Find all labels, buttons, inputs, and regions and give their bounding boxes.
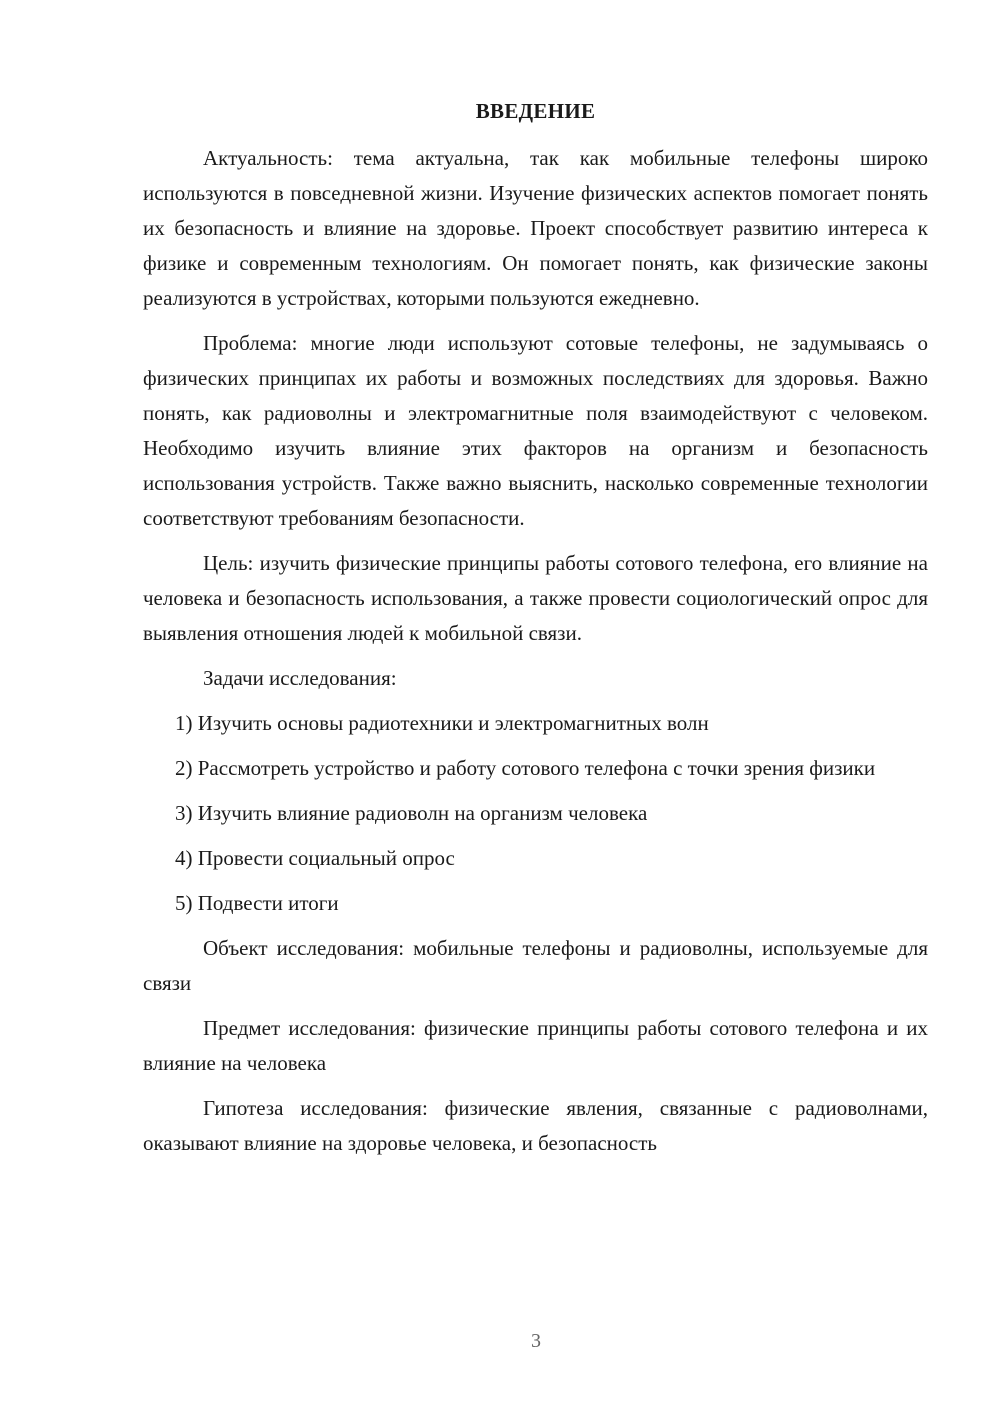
relevance-paragraph: Актуальность: тема актуальна, так как мобильные телефоны широко используются в повседневной жизни. Изучение физических аспектов помогает понять их безопасность и влияние на здоровье. Проект способствует развитию интереса к физике и современным технологиям. Он помогает понять, как физические законы реализуются в устройствах, которыми пользуются ежедневно. xyxy=(143,146,928,310)
task-item: 1) Изучить основы радиотехники и электромагнитных волн xyxy=(175,711,709,735)
section-title: ВВЕДЕНИЕ xyxy=(475,99,596,123)
task-item: 5) Подвести итоги xyxy=(175,891,339,915)
tasks-heading: Задачи исследования: xyxy=(203,666,397,690)
problem-paragraph: Проблема: многие люди используют сотовые телефоны, не задумываясь о физических принципах их работы и возможных последствиях для здоровья. Важно понять, как радиоволны и электромагнитные поля взаимодействуют с человеком. Необходимо изучить влияние этих факторов на организм и безопасность использования устройств. Также важно выяснить, насколько современные технологии соответствуют требованиям безопасности. xyxy=(143,331,928,530)
object-paragraph: Объект исследования: мобильные телефоны и радиоволны, используемые для связи xyxy=(143,936,928,995)
task-item: 4) Провести социальный опрос xyxy=(175,846,455,870)
hypothesis-paragraph: Гипотеза исследования: физические явления, связанные с радиоволнами, оказывают влияние на здоровье человека, и безопасность xyxy=(143,1096,928,1155)
subject-paragraph: Предмет исследования: физические принципы работы сотового телефона и их влияние на человека xyxy=(143,1016,928,1075)
task-item: 2) Рассмотреть устройство и работу сотового телефона с точки зрения физики xyxy=(175,756,876,780)
document-page xyxy=(143,94,928,1171)
goal-paragraph: Цель: изучить физические принципы работы сотового телефона, его влияние на человека и безопасность использования, а также провести социологический опрос для выявления отношения людей к мобильной связи. xyxy=(143,551,928,645)
page-number: 3 xyxy=(531,1330,541,1352)
task-item: 3) Изучить влияние радиоволн на организм человека xyxy=(175,801,648,825)
